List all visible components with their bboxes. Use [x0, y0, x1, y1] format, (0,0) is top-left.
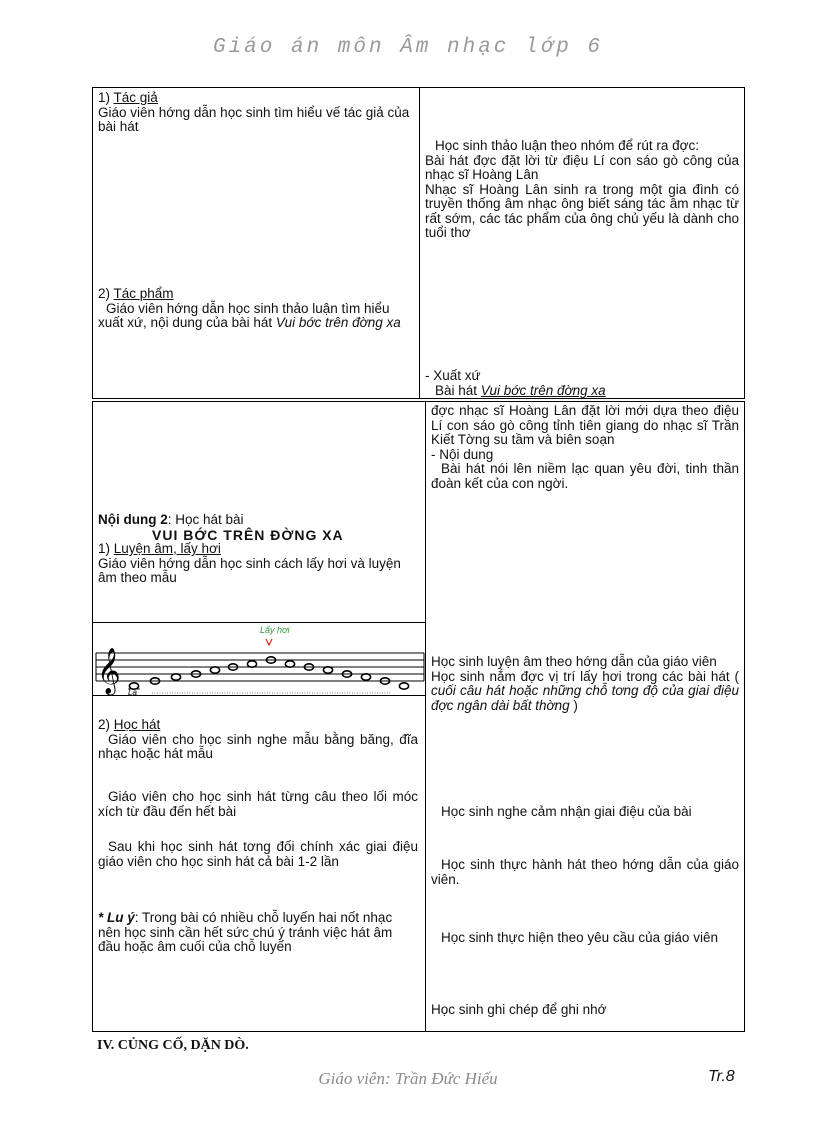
warmup-response-1: Học sinh luyện âm theo hớng dẫn của giáo viên — [431, 654, 717, 669]
warmup-text: Giáo viên hớng dẫn học sinh cách lấy hơi và luyện âm theo mẫu — [98, 555, 401, 585]
footer-page-number: Tr.8 — [708, 1068, 735, 1085]
syllable-label: La — [128, 688, 137, 696]
discussion-composer: Nhạc sĩ Hoàng Lân sinh ra trong một gia đình có truyền thống âm nhạc ông biết sáng tác âm nhạc từ rất sớm, các tác phẩm của ông chủ yếu là dành cho tuổi thơ — [425, 181, 739, 240]
footer-teacher: Giáo viên: Trần Đức Hiếu — [318, 1069, 498, 1088]
origin-section — [425, 369, 739, 398]
content-text: Bài hát nói lên niềm lạc quan yêu đời, tinh thần đoàn kết của con ngời. — [431, 461, 739, 491]
discussion-song-origin: Bài hát đợc đặt lời từ điệu Lí con sáo gò công của nhạc sĩ Hoàng Lân — [425, 152, 739, 182]
learn-response-1: Học sinh nghe cảm nhận giai điệu của bài — [441, 804, 692, 819]
whole-note — [361, 674, 370, 680]
learn-step-2-block — [98, 790, 418, 819]
author-heading: Tác giả — [113, 90, 158, 105]
whole-note — [171, 674, 180, 680]
learn-step-2: Giáo viên cho học sinh hát từng câu theo lối móc xích từ đầu đến hết bài — [98, 789, 418, 819]
learn-step-3-block — [98, 840, 418, 869]
work-number: 2) — [98, 286, 114, 301]
learn-response-3-block — [431, 931, 739, 946]
note-text: : Trong bài có nhiều chỗ luyến hai nốt nhạc nên học sinh cần hết sức chú ý tránh việc hát âm đầu hoặc âm cuối của chỗ luyến — [98, 910, 393, 954]
page-header: Giáo án môn Âm nhạc lớp 6 — [212, 36, 604, 59]
warmup-response-2c: ) — [569, 697, 578, 713]
content-label: - Nội dung — [431, 446, 494, 462]
discussion-intro: Học sinh thảo luận theo nhóm để rút ra đợc: — [435, 138, 700, 153]
origin-text: Bài hát — [435, 382, 481, 398]
whole-note — [399, 683, 408, 689]
whole-note — [247, 661, 256, 667]
note-label: * Lu ý — [98, 910, 135, 925]
content-2-label: Nội dung 2 — [98, 512, 168, 527]
author-number: 1) — [98, 90, 114, 105]
warmup-response — [431, 655, 739, 713]
learn-step-3: Sau khi học sinh hát tơng đối chính xác giai điệu giáo viên cho học sinh hát cả bài 1-2 lần — [98, 839, 418, 869]
origin-continued-text: đợc nhạc sĩ Hoàng Lân đặt lời mới dựa theo điệu Lí con sáo gò công tỉnh tiên giang do nhạc sĩ Trần Kiết Tờng su tầm và biên soạn — [431, 403, 739, 447]
origin-continued — [431, 404, 739, 491]
work-heading: Tác phẩm — [113, 286, 174, 301]
song-title: VUI BỚC TRÊN ĐỜNG XA — [152, 526, 344, 543]
learn-response-4-block — [431, 1003, 739, 1018]
learn-response-1-block — [431, 805, 739, 820]
warmup-response-2a: Học sinh nắm đợc vị trí lấy hơi trong các bài hát ( — [431, 668, 739, 684]
warmup-response-2b: cuối câu hát hoặc những chỗ tơng độ của giai điệu đợc ngân dài bất thờng — [431, 683, 739, 713]
learn-step-1: Giáo viên cho học sinh nghe mẫu bằng băng, đĩa nhạc hoặc hát mẫu — [98, 731, 418, 761]
work-section — [98, 287, 414, 331]
author-section — [98, 91, 414, 135]
whole-note — [323, 667, 332, 673]
staff-notes — [129, 657, 408, 689]
vocal-warmup-staff — [92, 622, 426, 696]
origin-song-title: Vui bớc trên đờng xa — [480, 382, 606, 398]
learn-heading: Học hát — [113, 717, 161, 732]
learn-response-3: Học sinh thực hiện theo yêu cầu của giáo viên — [441, 930, 718, 945]
treble-clef-icon: 𝄞 — [97, 648, 121, 694]
table-1-divider — [419, 87, 420, 399]
learn-response-4: Học sinh ghi chép để ghi nhớ — [431, 1002, 607, 1017]
content-2-text: : Học hát bài — [167, 512, 244, 527]
section-4-heading: IV. CỦNG CỐ, DẶN DÒ. — [97, 1038, 249, 1053]
work-text: Giáo viên hớng dẫn học sinh thảo luận tìm hiểu xuất xứ, nội dung của bài hát — [98, 300, 390, 330]
breath-label: Lấy hơi — [260, 625, 290, 635]
content-2-section — [98, 513, 418, 586]
warmup-heading: Luyện âm, lấy hơi — [113, 541, 221, 556]
whole-note — [210, 667, 219, 673]
staff-lines — [96, 653, 424, 681]
table-2-divider — [425, 401, 426, 1032]
whole-note — [285, 661, 294, 667]
learn-response-2: Học sinh thực hành hát theo hớng dẫn của giáo viên. — [431, 857, 739, 887]
discussion-text — [425, 139, 739, 241]
note-block — [98, 911, 418, 955]
learn-number: 2) — [98, 717, 114, 732]
breath-mark-icon — [266, 639, 272, 645]
learn-section — [98, 718, 418, 762]
warmup-number: 1) — [98, 541, 114, 556]
learn-response-2-block — [431, 858, 739, 887]
author-text: Giáo viên hớng dẫn học sinh tìm hiểu vế tác giả của bài hát — [98, 104, 410, 134]
origin-label: - Xuất xứ — [425, 368, 481, 383]
work-song-title: Vui bớc trên đờng xa — [275, 315, 401, 330]
